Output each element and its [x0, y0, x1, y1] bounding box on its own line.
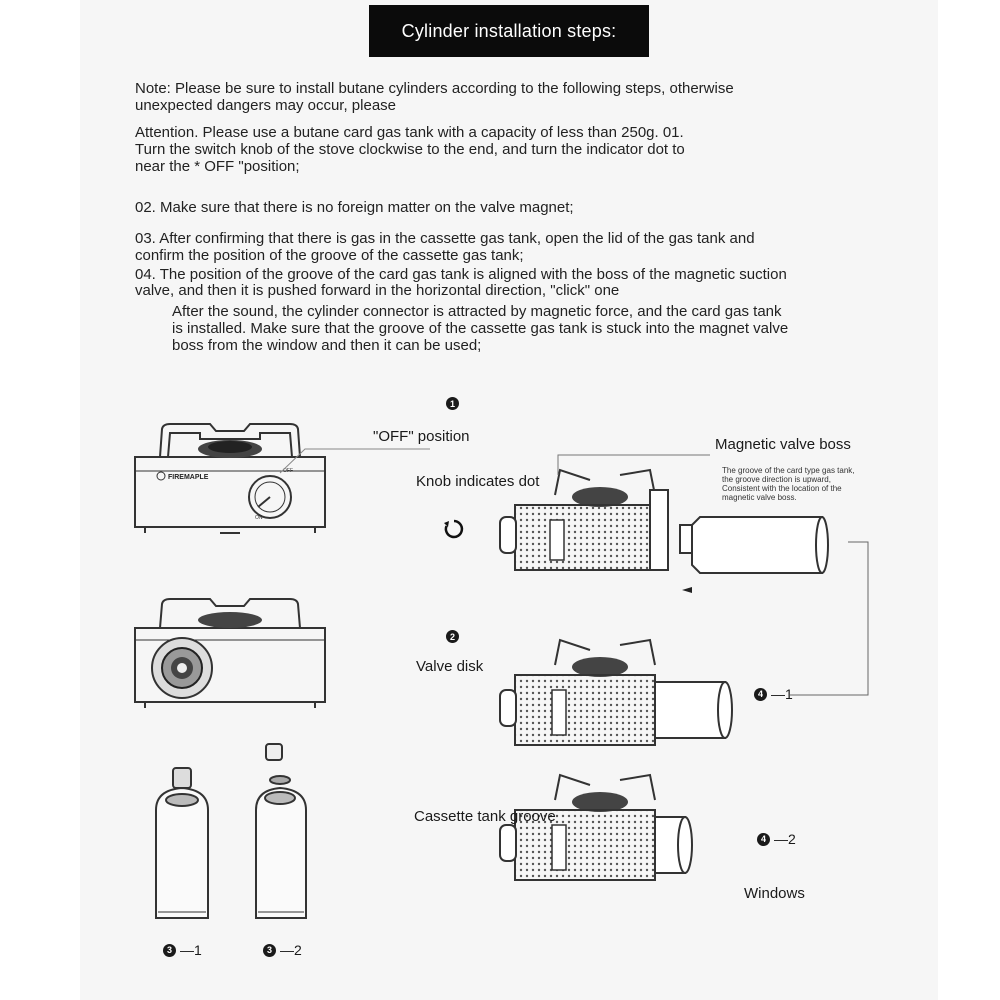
page-title: Cylinder installation steps: [369, 5, 649, 57]
step-3-2-badge: 3 [263, 944, 276, 957]
groove-note: The groove of the card type gas tank, the groove direction is upward, Consistent with the location of the magnetic valve boss. [722, 466, 855, 502]
step-4-1-badge: 4 [754, 688, 767, 701]
magnetic-valve-boss-label: Magnetic valve boss [715, 436, 851, 453]
stove-valve-illustration [130, 590, 330, 715]
step-4-1-ref [754, 686, 793, 702]
step-4-2-ref [757, 831, 796, 847]
svg-text:OFF: OFF [283, 468, 293, 474]
step-3-1-suffix: —1 [180, 942, 202, 958]
brand-logo: FIREMAPLE [168, 474, 209, 481]
step-02-paragraph: 02. Make sure that there is no foreign matter on the valve magnet; [135, 199, 574, 216]
knob-indicates-dot-label: Knob indicates dot [416, 473, 540, 490]
step-2-badge: 2 [446, 630, 459, 643]
attention-paragraph: Attention. Please use a butane card gas tank with a capacity of less than 250g. 01. Turn the switch knob of the stove clockwise to the end, and turn the indicator dot to near the * OFF "position; [135, 124, 685, 175]
step-3-2-ref [263, 942, 302, 958]
step-04-paragraph: 04. The position of the groove of the card gas tank is aligned with the boss of the magnetic suction valve, and then it is pushed forward in the horizontal direction, "click" one [135, 266, 787, 299]
step-04-continued-paragraph: After the sound, the cylinder connector is attracted by magnetic force, and the card gas tank is installed. Make sure that the groove of the cassette gas tank is stuck into the magnet valve boss from the window and then it can be used; [172, 303, 789, 354]
step-3-2-suffix: —2 [280, 942, 302, 958]
step-1-badge: 1 [446, 397, 459, 410]
stove-off-illustration [130, 415, 330, 540]
step-4-2-suffix: —2 [774, 831, 796, 847]
gas-can-illustration [148, 740, 318, 925]
step-3-1-badge: 3 [163, 944, 176, 957]
valve-disk-label: Valve disk [416, 658, 484, 675]
step-03-paragraph: 03. After confirming that there is gas in the cassette gas tank, open the lid of the gas tank and confirm the position of the groove of the cassette gas tank; [135, 230, 755, 264]
note-paragraph: Note: Please be sure to install butane cylinders according to the following steps, otherwise unexpected dangers may occur, please [135, 80, 734, 114]
step-4-2-badge: 4 [757, 833, 770, 846]
rotate-clockwise-icon [443, 518, 465, 540]
windows-label: Windows [744, 885, 805, 902]
stove-installation-illustration [500, 445, 890, 890]
cassette-tank-groove-label: Cassette tank groove [414, 808, 556, 825]
off-position-label: "OFF" position [373, 428, 470, 445]
step-4-1-suffix: —1 [771, 686, 793, 702]
step-3-1-ref [163, 942, 202, 958]
svg-text:ON: ON [255, 515, 263, 521]
